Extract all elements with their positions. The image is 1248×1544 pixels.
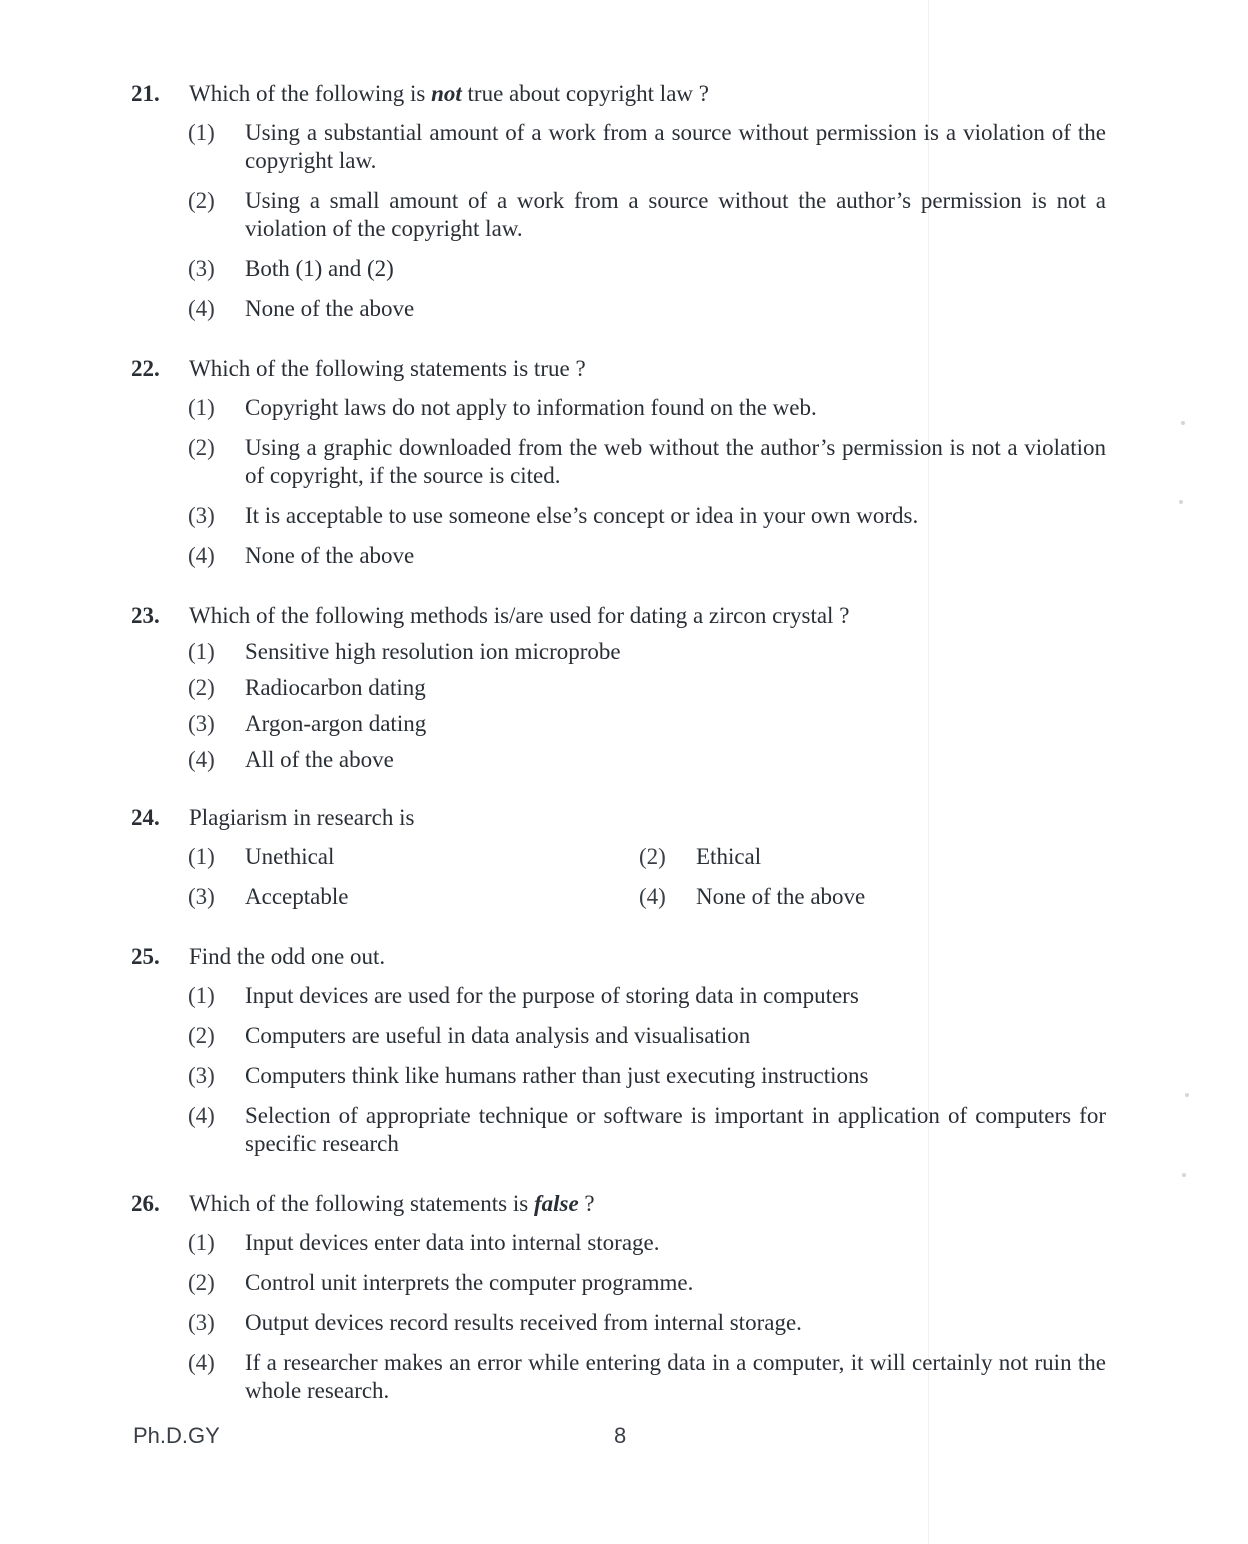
option-text: Input devices enter data into internal storage. [245, 1230, 660, 1255]
question-text: Plagiarism in research is [189, 805, 415, 830]
option-text: None of the above [245, 543, 415, 568]
option-label: (2) [188, 1023, 215, 1048]
option-text: Acceptable [245, 884, 349, 909]
option-4 [131, 295, 1106, 323]
option-text: Computers are useful in data analysis and visualisation [245, 1023, 751, 1048]
option-text: Using a graphic downloaded from the web without the author’s permission is not a violation of copyright, if the source is cited. [245, 435, 1106, 488]
option-label: (3) [188, 884, 215, 909]
option-text: Computers think like humans rather than just executing instructions [245, 1063, 869, 1088]
question-number: 22. [131, 356, 160, 381]
option-text: Using a small amount of a work from a source without the author’s permission is not a violation of the copyright law. [245, 188, 1106, 241]
option-label: (3) [188, 1310, 215, 1335]
option-text: None of the above [245, 296, 415, 321]
option-text: If a researcher makes an error while entering data in a computer, it will certainly not ruin the whole research. [245, 1350, 1106, 1403]
question-number: 25. [131, 944, 160, 969]
question-stem [131, 804, 1106, 832]
option-label: (2) [639, 844, 666, 869]
scan-speck [1182, 1173, 1186, 1177]
option-label: (1) [188, 639, 215, 664]
options-list [131, 119, 1106, 323]
option-1 [131, 119, 1106, 175]
option-label: (3) [188, 503, 215, 528]
option-text: It is acceptable to use someone else’s concept or idea in your own words. [245, 503, 919, 528]
option-label: (4) [188, 543, 215, 568]
options-list [131, 638, 1106, 774]
option-3 [131, 1062, 1106, 1090]
option-label: (2) [188, 435, 215, 460]
option-label: (1) [188, 1230, 215, 1255]
option-text: Sensitive high resolution ion microprobe [245, 639, 621, 664]
option-text: All of the above [245, 747, 394, 772]
option-4 [131, 1349, 1106, 1405]
option-1 [131, 1229, 1106, 1257]
option-label: (1) [188, 983, 215, 1008]
option-label: (1) [188, 395, 215, 420]
option-text: Selection of appropriate technique or software is important in application of computers for specific research [245, 1103, 1106, 1156]
question-number: 21. [131, 81, 160, 106]
option-text: None of the above [696, 884, 866, 909]
option-3 [131, 1309, 1106, 1337]
question-text: Which of the following statements is true ? [189, 356, 586, 381]
option-2 [131, 187, 1106, 243]
option-1 [131, 394, 1106, 422]
emphasis-word: false [533, 1191, 579, 1216]
question-number: 24. [131, 805, 160, 830]
question-stem [131, 602, 1106, 630]
option-text: Argon-argon dating [245, 711, 427, 736]
option-label: (2) [188, 675, 215, 700]
option-3 [131, 255, 1106, 283]
option-4 [131, 542, 1106, 570]
scan-speck [1179, 500, 1183, 504]
option-label: (4) [188, 1103, 215, 1128]
question-number: 23. [131, 603, 160, 628]
page-number: 8 [614, 1423, 627, 1448]
option-4 [131, 1102, 1106, 1158]
options-row [131, 883, 1106, 911]
options-list [131, 982, 1106, 1158]
option-1 [131, 982, 1106, 1010]
question-23 [131, 602, 1106, 782]
option-text: Input devices are used for the purpose of storing data in computers [245, 983, 859, 1008]
options-list [131, 394, 1106, 570]
option-1 [131, 638, 1106, 666]
paper-code: Ph.D.GY [133, 1423, 220, 1448]
question-26 [131, 1190, 1106, 1417]
option-label: (1) [188, 844, 215, 869]
option-label: (4) [188, 747, 215, 772]
option-text: Unethical [245, 844, 335, 869]
scan-speck [1181, 421, 1185, 425]
question-25 [131, 943, 1106, 1170]
options-grid [131, 843, 1106, 911]
option-text: Radiocarbon dating [245, 675, 426, 700]
option-text: Using a substantial amount of a work from a source without permission is a violation of the copyright law. [245, 120, 1106, 173]
question-21 [131, 80, 1106, 335]
question-stem [131, 943, 1106, 971]
option-label: (3) [188, 711, 215, 736]
option-3 [131, 502, 1106, 530]
scan-speck [1185, 1093, 1189, 1097]
options-list [131, 1229, 1106, 1405]
question-stem [131, 80, 1106, 108]
option-3 [131, 710, 1106, 738]
question-text: Which of the following statements is false ? [189, 1191, 595, 1216]
option-label: (1) [188, 120, 215, 145]
option-2 [131, 674, 1106, 702]
option-text: Control unit interprets the computer programme. [245, 1270, 694, 1295]
question-22 [131, 355, 1106, 582]
emphasis-word: not [431, 81, 462, 106]
question-text: Which of the following methods is/are used for dating a zircon crystal ? [189, 603, 850, 628]
option-label: (4) [188, 1350, 215, 1375]
question-24 [131, 804, 1106, 923]
option-label: (2) [188, 1270, 215, 1295]
option-label: (3) [188, 1063, 215, 1088]
option-text: Both (1) and (2) [245, 256, 394, 281]
option-2 [131, 1022, 1106, 1050]
option-label: (4) [639, 884, 666, 909]
options-row [131, 843, 1106, 871]
question-stem [131, 1190, 1106, 1218]
option-label: (2) [188, 188, 215, 213]
question-stem [131, 355, 1106, 383]
option-label: (4) [188, 296, 215, 321]
option-text: Ethical [696, 844, 762, 869]
option-2 [131, 434, 1106, 490]
option-text: Copyright laws do not apply to information found on the web. [245, 395, 817, 420]
option-4 [131, 746, 1106, 774]
question-number: 26. [131, 1191, 160, 1216]
question-text: Find the odd one out. [189, 944, 386, 969]
question-text: Which of the following is not true about copyright law ? [189, 81, 709, 106]
option-label: (3) [188, 256, 215, 281]
option-2 [131, 1269, 1106, 1297]
option-text: Output devices record results received from internal storage. [245, 1310, 802, 1335]
